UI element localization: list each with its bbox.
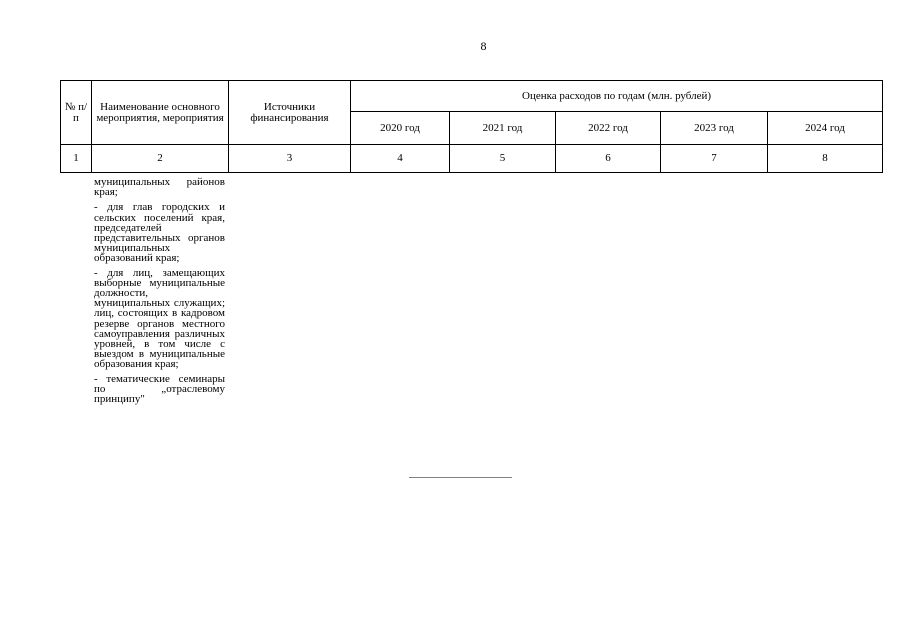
column-number: 3 [229, 145, 351, 173]
measure-description [94, 177, 225, 408]
page-number: 8 [480, 39, 487, 53]
header-year: 2023 год [661, 112, 768, 145]
header-year: 2021 год [450, 112, 556, 145]
header-cost-group: Оценка расходов по годам (млн. рублей) [351, 81, 883, 112]
column-number: 6 [556, 145, 661, 173]
paragraph: - для лиц, замещающих выборные муниципальные должности, муниципальных служащих; лиц, состоящих в кадровом резерве органов местного самоуправления различных уровней, в том числе с выездом в муниципальные образования края; [94, 266, 225, 371]
column-number: 7 [661, 145, 768, 173]
header-name: Наименование основного мероприятия, мероприятия [92, 81, 229, 145]
expenses-table [60, 80, 883, 173]
column-number: 2 [92, 145, 229, 173]
table-header-row [61, 81, 883, 112]
paragraph: - для глав городских и сельских поселений края, председателей представительных органов муниципальных образований края; [94, 201, 225, 265]
header-sources: Источники финансирования [229, 81, 351, 145]
column-number: 1 [61, 145, 92, 173]
footer-divider [409, 477, 512, 478]
column-number: 8 [768, 145, 883, 173]
header-year: 2022 год [556, 112, 661, 145]
paragraph: - тематические семинары по „отраслевому принципу" [94, 372, 225, 406]
column-numbers-row [61, 145, 883, 173]
paragraph: муниципальных районов края; [94, 176, 225, 199]
column-number: 4 [351, 145, 450, 173]
header-year: 2024 год [768, 112, 883, 145]
column-number: 5 [450, 145, 556, 173]
header-year: 2020 год [351, 112, 450, 145]
header-num: № п/п [61, 81, 92, 145]
